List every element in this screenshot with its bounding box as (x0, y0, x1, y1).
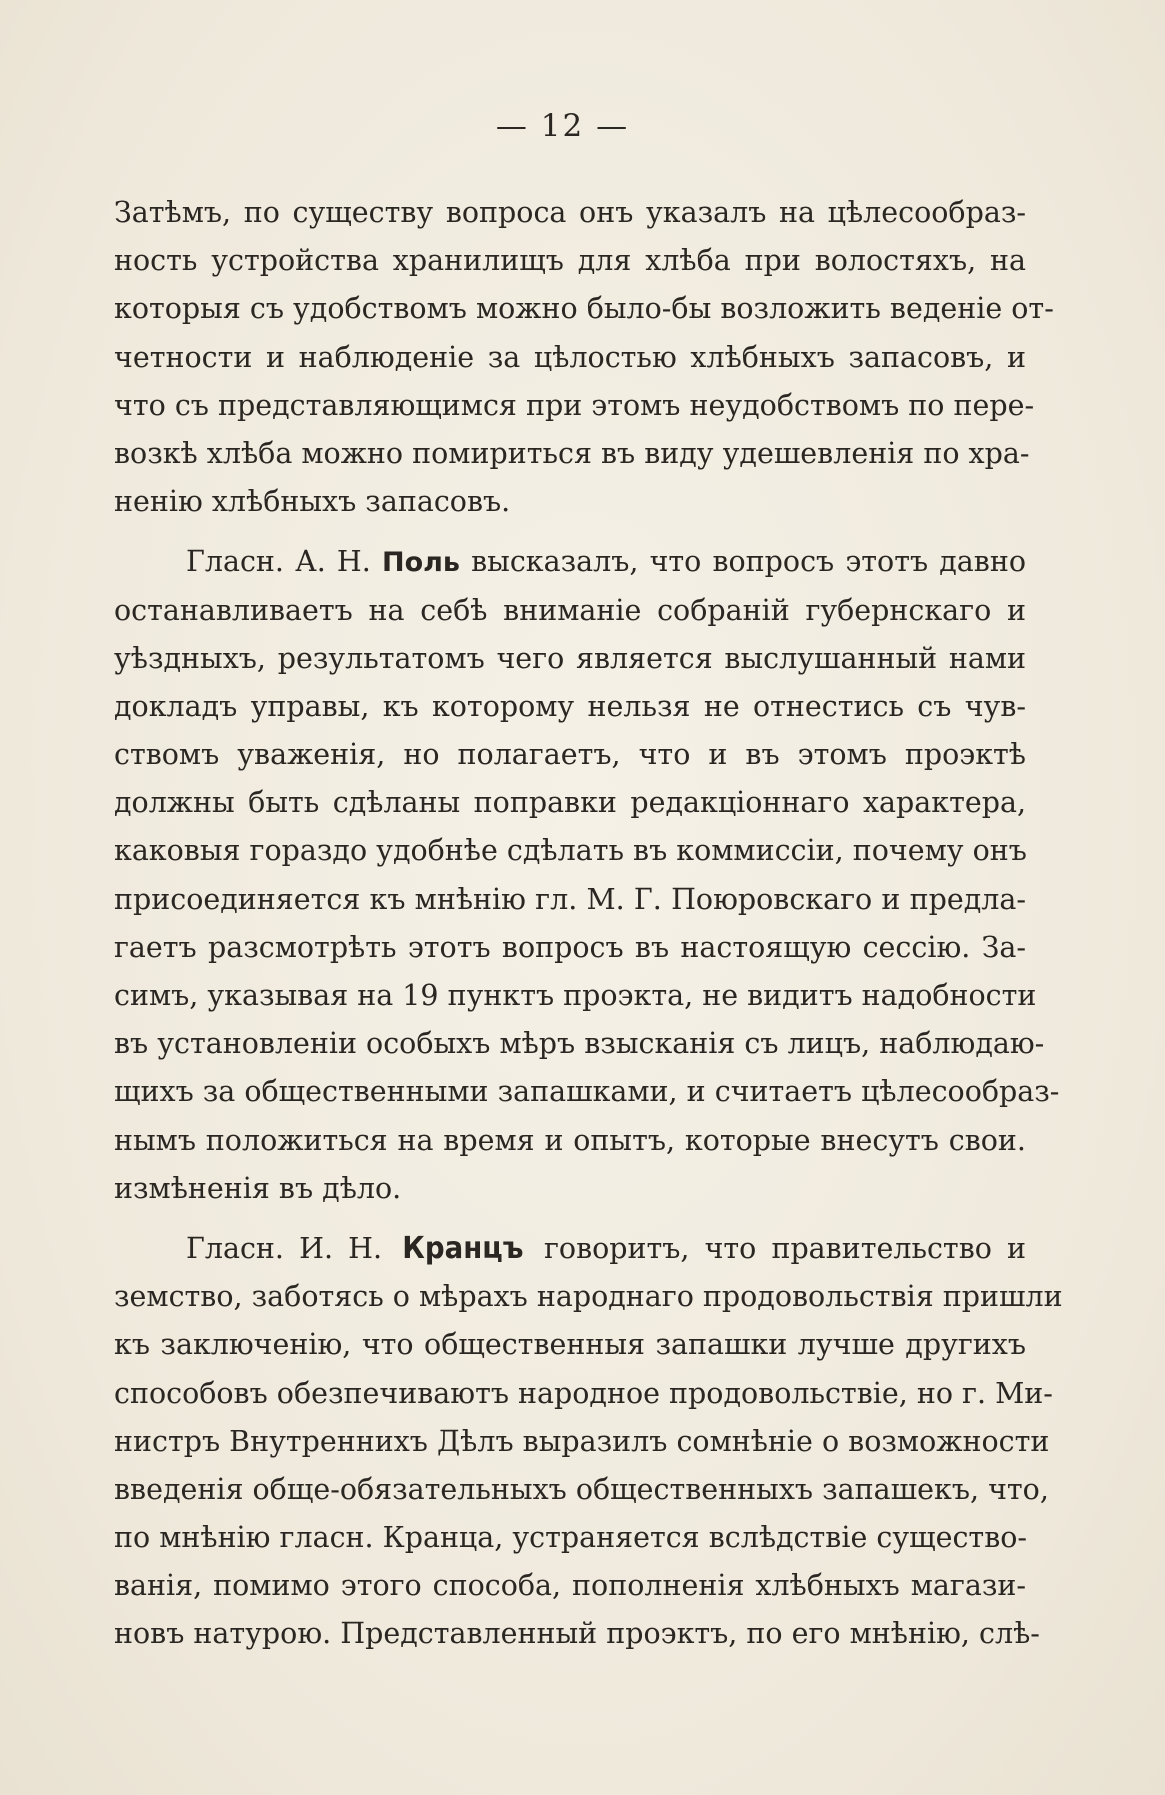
text-line: ванія, помимо этого способа, пополненія хлѣбныхъ магази- (114, 1569, 1026, 1603)
text-line: нистръ Внутреннихъ Дѣлъ выразилъ сомнѣніе о возможности (114, 1424, 1050, 1458)
speaker-title: Гласн. А. Н. (186, 545, 371, 579)
text-line: измѣненія въ дѣло. (114, 1171, 402, 1205)
text-line: къ заключенію, что общественныя запашки лучше другихъ (114, 1328, 1026, 1362)
text-line: возкѣ хлѣба можно помириться въ виду удешевленія по хра- (114, 436, 1030, 470)
page-number: — 12 — (495, 108, 630, 144)
text-line: ствомъ уваженія, но полагаетъ, что и въ этомъ проэктѣ (114, 738, 1026, 772)
speaker-name: Поль (381, 547, 460, 579)
text-line: введенія обще-обязательныхъ общественныхъ запашекъ, что, (114, 1472, 1049, 1506)
text-line: щихъ за общественными запашками, и считаетъ цѣлесообраз- (114, 1075, 1060, 1109)
paragraph-1 (114, 189, 1054, 526)
text-line: въ установленіи особыхъ мѣръ взысканія съ лицъ, наблюдаю- (114, 1027, 1045, 1061)
text-line: земство, заботясь о мѣрахъ народнаго продовольствія пришли (114, 1280, 1063, 1314)
text-line: присоединяется къ мнѣнію гл. М. Г. Поюровскаго и предла- (114, 882, 1026, 916)
text-line: способовъ обезпечиваютъ народное продовольствіе, но г. Ми- (114, 1376, 1053, 1410)
paragraph-lead-line (114, 538, 1026, 586)
text-line: докладъ управы, къ которому нельзя не отнестись съ чув- (114, 689, 1026, 723)
paragraph-lead-line (114, 1225, 1026, 1273)
lead-text: говоритъ, что правительство и (543, 1231, 1027, 1265)
text-line: Затѣмъ, по существу вопроса онъ указалъ на цѣлесообраз- (114, 196, 1026, 229)
text-line: новъ натурою. Представленный проэктъ, по его мнѣнію, слѣ- (114, 1617, 1040, 1651)
body-text (114, 189, 1063, 1659)
paragraph-2 (114, 538, 1060, 1213)
text-line: которыя съ удобствомъ можно было-бы возложить веденіе от- (114, 292, 1054, 326)
text-line: каковыя гораздо удобнѣе сдѣлать въ коммиссіи, почему онъ (114, 834, 1027, 868)
text-line: по мнѣнію гласн. Кранца, устраняется вслѣдствіе существо- (114, 1521, 1028, 1555)
text-line: четности и наблюденіе за цѣлостью хлѣбныхъ запасовъ, и (114, 340, 1026, 374)
text-line: ность устройства хранилищъ для хлѣба при волостяхъ, на (114, 244, 1026, 278)
text-line: уѣздныхъ, результатомъ чего является выслушанный нами (114, 641, 1026, 675)
text-line: останавливаетъ на себѣ вниманіе собраній губернскаго и (114, 593, 1026, 627)
text-line: симъ, указывая на 19 пунктъ проэкта, не видитъ надобности (114, 979, 1037, 1012)
speaker-title: Гласн. И. Н. (186, 1231, 383, 1265)
text-line: что съ представляющимся при этомъ неудобствомъ по пере- (114, 388, 1035, 422)
paragraph-3 (114, 1225, 1063, 1659)
text-line: должны быть сдѣланы поправки редакціоннаго характера, (114, 786, 1026, 820)
text-line: гаетъ разсмотрѣть этотъ вопросъ въ настоящую сессію. За- (114, 930, 1026, 964)
lead-text: высказалъ, что вопросъ этотъ давно (471, 545, 1026, 579)
speaker-name: Кранцъ (402, 1230, 524, 1266)
text-line: нымъ положиться на время и опытъ, которые внесутъ свои. (114, 1123, 1026, 1157)
text-line: ненію хлѣбныхъ запасовъ. (114, 485, 511, 519)
